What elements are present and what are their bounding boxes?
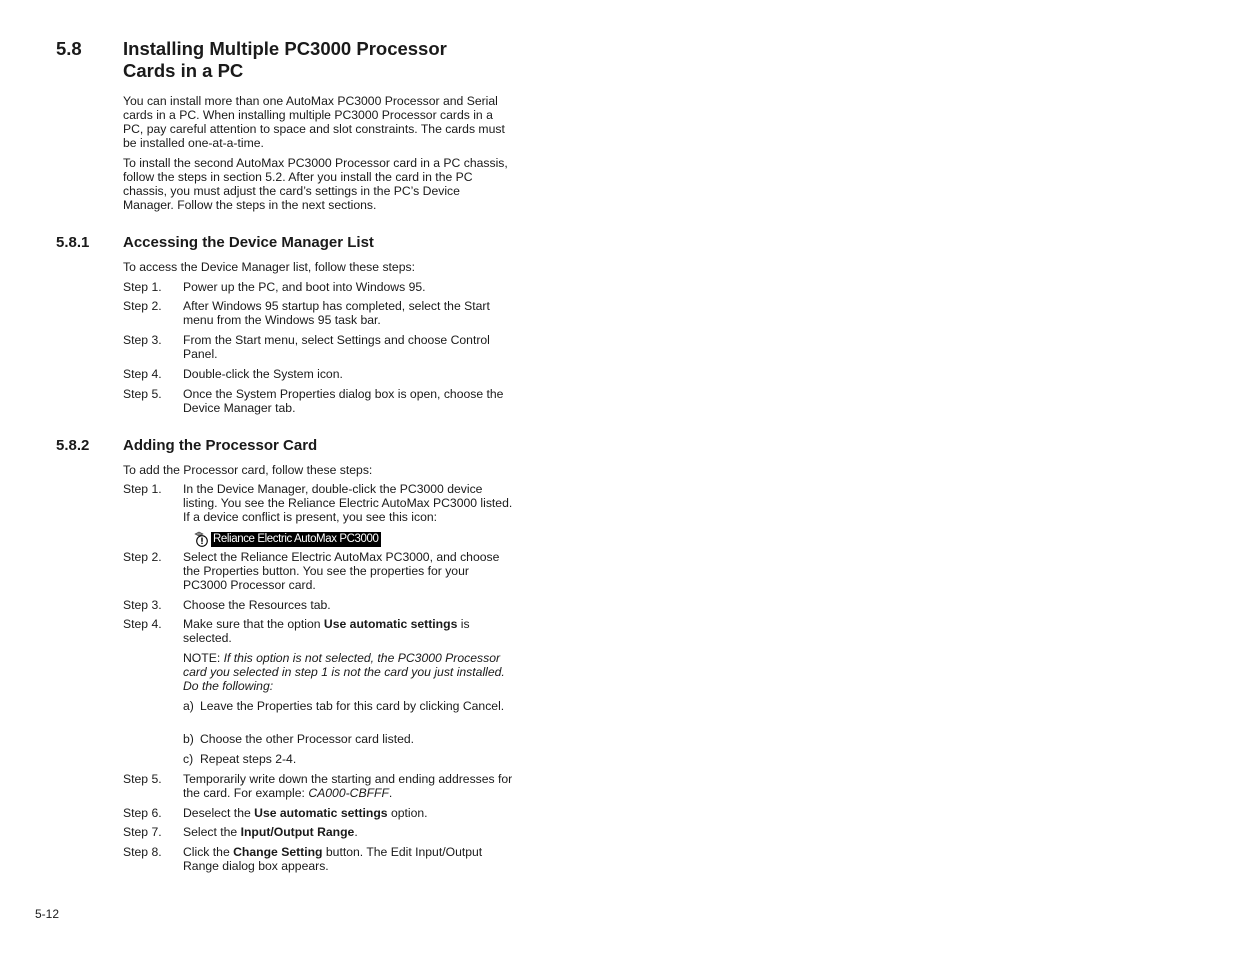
option-name: Use automatic settings xyxy=(323,617,458,631)
step-text: Once the System Properties dialog box is open, choose the Device Manager tab. xyxy=(183,387,504,415)
device-conflict-icon xyxy=(193,531,209,547)
step-label: Step 7. xyxy=(123,825,162,839)
text-run: Temporarily write down the starting and ending addresses for the card. For example: xyxy=(183,772,513,800)
substep-label: c) xyxy=(183,752,194,766)
substep-label: b) xyxy=(183,732,194,746)
text-run: Select the xyxy=(183,825,241,839)
step-label: Step 2. xyxy=(123,550,162,564)
step-label: Step 3. xyxy=(123,333,162,347)
step-label: Step 8. xyxy=(123,845,162,859)
text-run: button. The Edit Input/Output Range dialog box appears. xyxy=(183,845,483,873)
text-run: Click the xyxy=(183,845,234,859)
step-text: After Windows 95 startup has completed, select the Start menu from the Windows 95 task bar. xyxy=(183,299,490,327)
step-text: Double-click the System icon. xyxy=(183,367,343,381)
step-text xyxy=(183,617,513,645)
subsection-title: Adding the Processor Card xyxy=(123,437,318,454)
step-text xyxy=(183,845,513,873)
step-text xyxy=(183,806,513,820)
text-run: Deselect the xyxy=(183,806,255,820)
text-run: . xyxy=(354,825,358,839)
text-run: . xyxy=(388,786,393,800)
note xyxy=(183,651,513,693)
subsection-intro: To add the Processor card, follow these steps: xyxy=(123,463,373,477)
example-address: CA000-CBFFF xyxy=(308,786,389,800)
section-title: Installing Multiple PC3000 Processor Cards in a PC xyxy=(123,38,447,81)
intro-paragraph-2: To install the second AutoMax PC3000 Processor card in a PC chassis, follow the steps in section 5.2. After you install the card in the PC chassis, you must adjust the card’s settings in the PC’s Device Manager. Follow the steps in the next sections. xyxy=(123,156,508,212)
step-label: Step 4. xyxy=(123,367,162,381)
step-text xyxy=(183,825,513,839)
substep-text: Leave the Properties tab for this card by clicking Cancel. xyxy=(200,699,505,713)
note-text: If this option is not selected, the PC3000 Processor card you selected in step 1 is not the card you just installed. Do the following: xyxy=(183,651,505,693)
note-prefix: NOTE: xyxy=(183,651,224,665)
device-conflict-example xyxy=(193,530,381,548)
step-label: Step 6. xyxy=(123,806,162,820)
step-text: Power up the PC, and boot into Windows 95. xyxy=(183,280,426,294)
intro-paragraph-1: You can install more than one AutoMax PC3000 Processor and Serial cards in a PC. When installing multiple PC3000 Processor cards in a PC, pay careful attention to space and slot constraints. The cards must be installed one-at-a-time. xyxy=(123,94,505,150)
step-label: Step 5. xyxy=(123,772,162,786)
section-number: 5.8 xyxy=(56,38,82,59)
step-label: Step 1. xyxy=(123,280,162,294)
subsection-number: 5.8.1 xyxy=(56,234,90,251)
step-label: Step 3. xyxy=(123,598,162,612)
option-name: Input/Output Range xyxy=(240,825,355,839)
page-number: 5-12 xyxy=(35,907,60,921)
subsection-intro: To access the Device Manager list, follow these steps: xyxy=(123,260,415,274)
step-label: Step 1. xyxy=(123,482,162,496)
step-label: Step 2. xyxy=(123,299,162,313)
subsection-number: 5.8.2 xyxy=(56,437,90,454)
button-name: Change Setting xyxy=(233,845,323,859)
text-run: Make sure that the option xyxy=(183,617,324,631)
step-text xyxy=(183,772,513,800)
substep-text: Choose the other Processor card listed. xyxy=(200,732,415,746)
step-label: Step 5. xyxy=(123,387,162,401)
text-run: is selected. xyxy=(183,617,470,645)
text-run: option. xyxy=(387,806,428,820)
step-text: Choose the Resources tab. xyxy=(183,598,331,612)
device-listing-label: Reliance Electric AutoMax PC3000 xyxy=(213,532,379,545)
subsection-title: Accessing the Device Manager List xyxy=(123,234,374,251)
step-text: In the Device Manager, double-click the PC3000 device listing. You see the Reliance Electric AutoMax PC3000 listed. If a device conflict is present, you see this icon: xyxy=(183,482,513,524)
step-text: Select the Reliance Electric AutoMax PC3000, and choose the Properties button. You see the properties for your PC3000 Processor card. xyxy=(183,550,500,592)
option-name: Use automatic settings xyxy=(254,806,388,820)
substep-text: Repeat steps 2-4. xyxy=(200,752,297,766)
step-text: From the Start menu, select Settings and choose Control Panel. xyxy=(183,333,490,361)
substep-label: a) xyxy=(183,699,194,713)
step-label: Step 4. xyxy=(123,617,162,631)
